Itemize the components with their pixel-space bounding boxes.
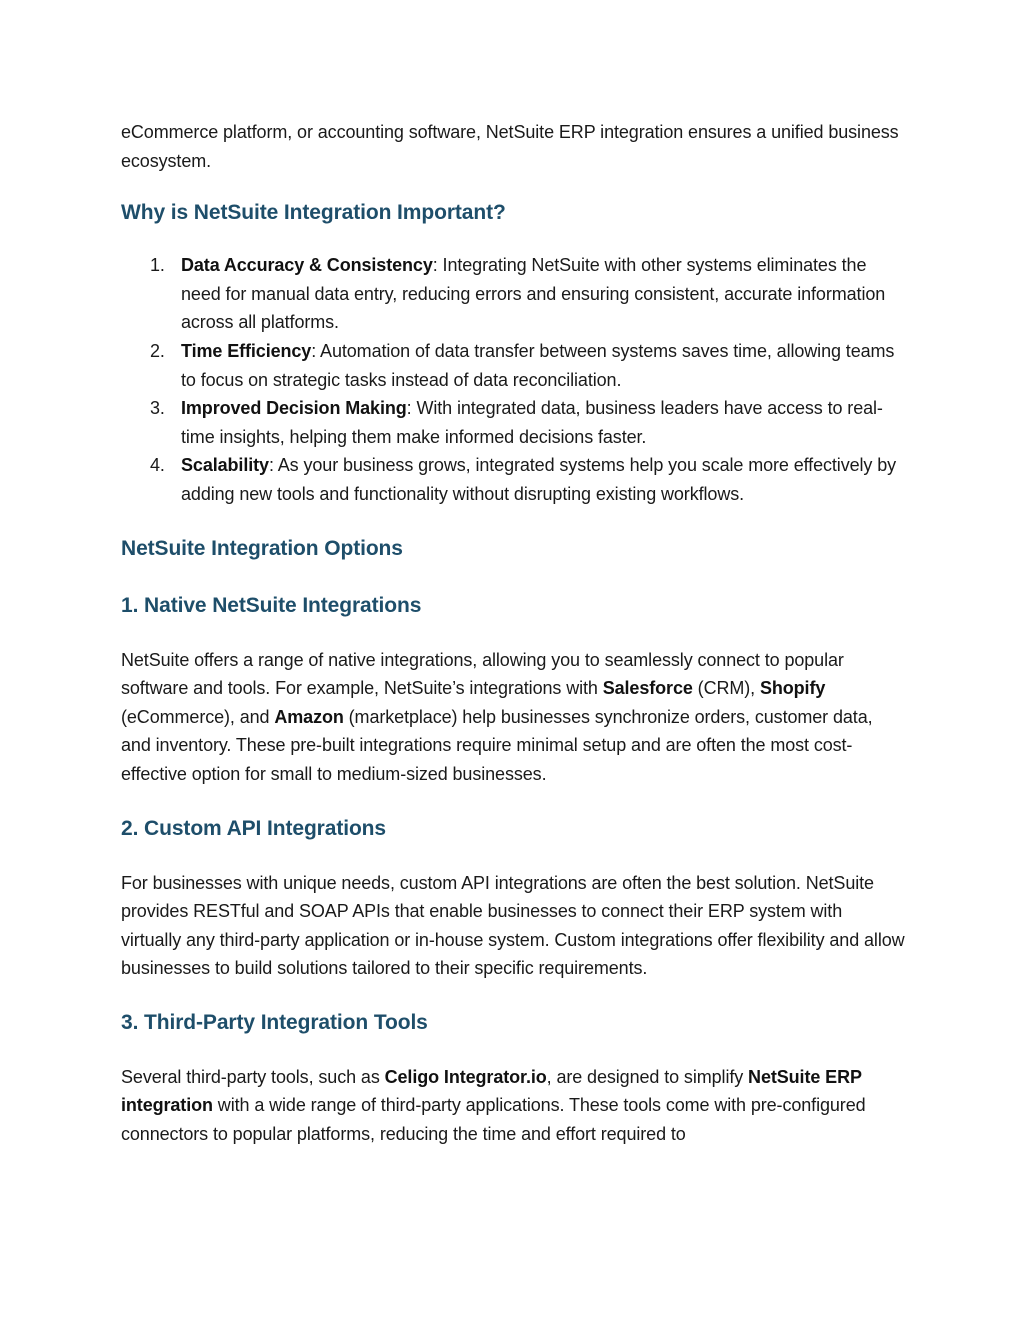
list-item-text: : With integrated data, business leaders have access to real-time insights, helping them make informed decisions faster. bbox=[181, 398, 883, 447]
bold-salesforce: Salesforce bbox=[602, 678, 693, 699]
list-item-term: Improved Decision Making bbox=[181, 398, 407, 419]
heading-native-integrations: 1. Native NetSuite Integrations bbox=[121, 593, 422, 617]
text-run: , are designed to simplify bbox=[546, 1066, 749, 1087]
list-number: 1. bbox=[150, 255, 165, 276]
heading-integration-options: NetSuite Integration Options bbox=[121, 536, 403, 560]
text-run: Several third-party tools, such as bbox=[121, 1066, 385, 1087]
benefits-list bbox=[121, 251, 907, 508]
heading-custom-api-integrations: 2. Custom API Integrations bbox=[121, 816, 386, 840]
list-item-text: : Integrating NetSuite with other systems eliminates the need for manual data entry, reducing errors and ensuring consistent, accurate information across all platforms. bbox=[181, 255, 886, 333]
heading-third-party-tools: 3. Third-Party Integration Tools bbox=[121, 1010, 428, 1034]
list-number: 2. bbox=[150, 340, 165, 361]
third-party-paragraph bbox=[121, 1063, 907, 1149]
list-number: 3. bbox=[150, 398, 165, 419]
list-item bbox=[121, 337, 907, 394]
list-item-term: Data Accuracy & Consistency bbox=[181, 255, 433, 276]
list-item-text: : Automation of data transfer between systems saves time, allowing teams to focus on strategic tasks instead of data reconciliation. bbox=[181, 340, 895, 390]
text-run: NetSuite offers a range of native integrations, allowing you to seamlessly connect to popular software and tools. For example, NetSuite’s integrations with bbox=[121, 649, 844, 699]
bold-shopify: Shopify bbox=[759, 678, 826, 699]
document-page bbox=[121, 118, 907, 1149]
text-run: (eCommerce), and bbox=[121, 706, 275, 727]
bold-celigo: Celigo Integrator.io bbox=[384, 1066, 547, 1087]
custom-api-paragraph: For businesses with unique needs, custom API integrations are often the best solution. NetSuite provides RESTful and SOAP APIs that enable businesses to connect their ERP system with virtually any third-party application or in-house system. Custom integrations offer flexibility and allow businesses to build solutions tailored to their specific requirements. bbox=[121, 872, 905, 979]
native-integrations-paragraph bbox=[121, 646, 907, 789]
list-item-term: Time Efficiency bbox=[181, 340, 312, 361]
text-run: (marketplace) help businesses synchronize orders, customer data, and inventory. These pre-built integrations require minimal setup and are often the most cost-effective option for small to medium-sized businesses. bbox=[121, 706, 873, 784]
bold-netsuite-erp-integration: NetSuite ERP integration bbox=[121, 1066, 862, 1116]
list-number: 4. bbox=[150, 455, 165, 476]
intro-paragraph: eCommerce platform, or accounting software, NetSuite ERP integration ensures a unified business ecosystem. bbox=[121, 122, 899, 171]
text-run: (CRM), bbox=[692, 678, 760, 699]
text-run: with a wide range of third-party applications. These tools come with pre-configured connectors to popular platforms, reducing the time and effort required to bbox=[121, 1095, 866, 1145]
list-item-term: Scalability bbox=[181, 455, 269, 476]
list-item bbox=[121, 251, 907, 337]
list-item-text: : As your business grows, integrated systems help you scale more effectively by adding new tools and functionality without disrupting existing workflows. bbox=[181, 455, 897, 504]
list-item bbox=[121, 451, 907, 508]
bold-amazon: Amazon bbox=[274, 706, 344, 727]
heading-why-integration-important: Why is NetSuite Integration Important? bbox=[121, 201, 506, 225]
list-item bbox=[121, 394, 907, 451]
